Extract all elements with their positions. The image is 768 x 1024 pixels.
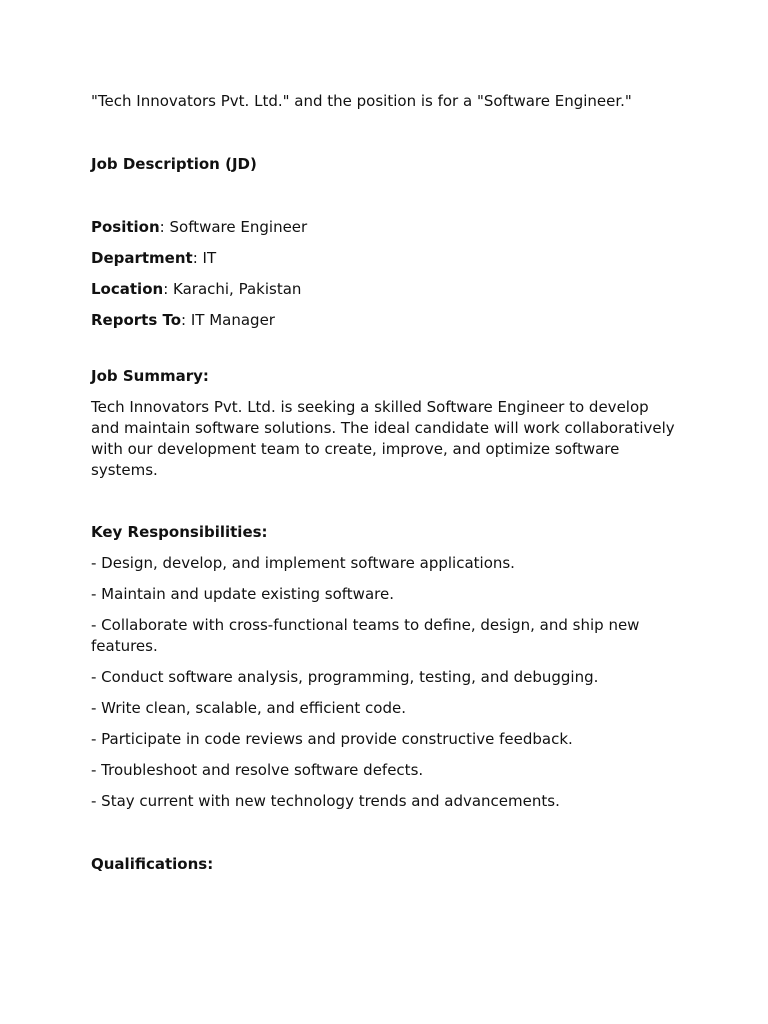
qualifications-heading: Qualifications: xyxy=(91,855,214,873)
responsibility-item: - Conduct software analysis, programming, testing, and debugging. xyxy=(91,668,599,686)
field-value: IT xyxy=(202,249,217,267)
field-separator: : xyxy=(163,280,174,298)
field-value: Karachi, Pakistan xyxy=(173,280,302,298)
field-reports-to xyxy=(91,310,678,331)
field-location xyxy=(91,279,678,300)
field-department xyxy=(91,248,678,269)
responsibility-item: - Stay current with new technology trends and advancements. xyxy=(91,792,560,810)
field-separator: : xyxy=(192,249,203,267)
field-label: Reports To xyxy=(91,311,182,329)
job-summary-heading: Job Summary: xyxy=(91,367,209,385)
field-separator: : xyxy=(159,218,170,236)
field-label: Department xyxy=(91,249,193,267)
job-summary-text: Tech Innovators Pvt. Ltd. is seeking a skilled Software Engineer to develop and maintain software solutions. The ideal candidate will work collaboratively with our development team to create, improve, and optimize software systems. xyxy=(91,398,675,479)
field-position xyxy=(91,217,678,238)
responsibility-item: - Troubleshoot and resolve software defects. xyxy=(91,761,424,779)
field-label: Position xyxy=(91,218,160,236)
field-value: Software Engineer xyxy=(169,218,308,236)
responsibility-item: - Maintain and update existing software. xyxy=(91,585,394,603)
responsibility-item: - Write clean, scalable, and efficient code. xyxy=(91,699,406,717)
field-value: IT Manager xyxy=(190,311,275,329)
responsibility-item: - Collaborate with cross-functional teams to define, design, and ship new features. xyxy=(91,616,640,655)
field-label: Location xyxy=(91,280,164,298)
key-responsibilities-heading: Key Responsibilities: xyxy=(91,523,268,541)
intro-text: "Tech Innovators Pvt. Ltd." and the position is for a "Software Engineer." xyxy=(91,92,632,110)
jd-heading: Job Description (JD) xyxy=(91,155,257,173)
field-separator: : xyxy=(181,311,191,329)
responsibility-item: - Participate in code reviews and provide constructive feedback. xyxy=(91,730,573,748)
responsibility-item: - Design, develop, and implement software applications. xyxy=(91,554,515,572)
